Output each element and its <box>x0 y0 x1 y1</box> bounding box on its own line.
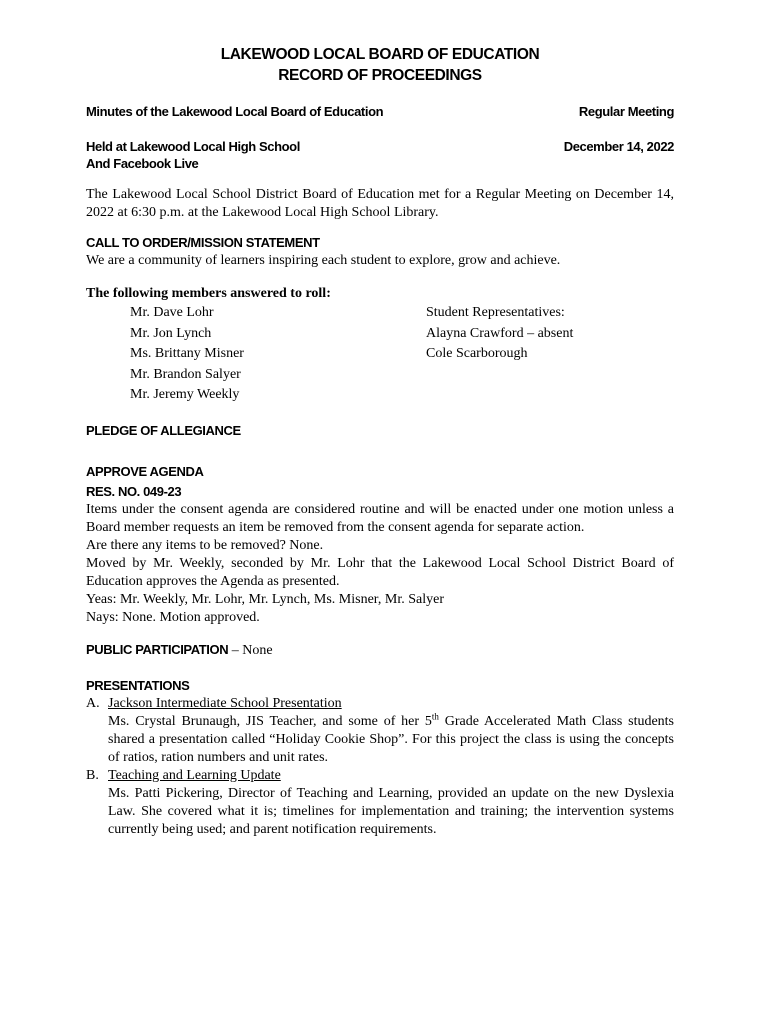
item-title: Teaching and Learning Update <box>108 767 281 783</box>
item-title: Jackson Intermediate School Presentation <box>108 695 342 711</box>
member-name: Ms. Brittany Misner <box>130 346 244 361</box>
presentation-item <box>86 695 674 767</box>
meta-row-2 <box>86 138 674 155</box>
title-line-2: RECORD OF PROCEEDINGS <box>278 67 482 84</box>
member-name: Mr. Brandon Salyer <box>130 366 241 382</box>
mission-statement: We are a community of learners inspiring each student to explore, grow and achieve. <box>86 253 561 268</box>
minutes-label: Minutes of the Lakewood Local Board of Education <box>86 104 384 119</box>
student-name: Cole Scarborough <box>426 346 528 361</box>
agenda-yeas: Yeas: Mr. Weekly, Mr. Lohr, Mr. Lynch, Ms. Misner, Mr. Salyer <box>86 591 444 607</box>
presentation-item <box>86 767 674 839</box>
item-label: B. <box>86 767 99 783</box>
meeting-type: Regular Meeting <box>578 104 674 119</box>
pledge-heading: PLEDGE OF ALLEGIANCE <box>86 422 241 438</box>
superscript-th: th <box>431 710 439 721</box>
title-line-1: LAKEWOOD LOCAL BOARD OF EDUCATION <box>220 46 540 63</box>
public-participation-heading: PUBLIC PARTICIPATION <box>86 641 229 657</box>
resolution-number: RES. NO. 049-23 <box>86 483 182 499</box>
facebook-live: And Facebook Live <box>86 156 199 171</box>
agenda-motion: Moved by Mr. Weekly, seconded by Mr. Lohr that the Lakewood Local School District Board of Education approves the Agenda as presented. <box>86 555 674 589</box>
document-page <box>86 44 674 839</box>
held-at: Held at Lakewood Local High School <box>86 139 300 154</box>
meta-row-1 <box>86 103 674 120</box>
roll-members <box>86 303 674 406</box>
public-participation <box>86 641 674 660</box>
board-members-list <box>86 303 426 406</box>
member-name: Mr. Jon Lynch <box>130 325 212 341</box>
member-name: Mr. Jeremy Weekly <box>130 387 240 402</box>
item-text: Ms. Patti Pickering, Director of Teaching and Learning, provided an update on the new Dyslexia Law. She covered what it is; timelines for implementation and training; the intervention systems currently being used; and parent notification requirements. <box>108 785 674 837</box>
presentations-heading: PRESENTATIONS <box>86 677 190 693</box>
member-name: Mr. Dave Lohr <box>130 305 214 320</box>
student-name: Alayna Crawford – absent <box>426 325 574 341</box>
meta-row-3 <box>86 155 674 172</box>
item-label: A. <box>86 695 100 711</box>
agenda-nays: Nays: None. Motion approved. <box>86 609 260 625</box>
agenda-removal-question: Are there any items to be removed? None. <box>86 537 324 553</box>
intro-paragraph: The Lakewood Local School District Board of Education met for a Regular Meeting on December 14, 2022 at 6:30 p.m. at the Lakewood Local High School Library. <box>86 187 674 220</box>
item-body <box>108 767 674 839</box>
meeting-date: December 14, 2022 <box>563 139 674 154</box>
approve-agenda-heading: APPROVE AGENDA <box>86 463 204 479</box>
item-text: Ms. Crystal Brunaugh, JIS Teacher, and some of her 5th Grade Accelerated Math Class students shared a presentation called “Holiday Cookie Shop”. For this project the class is using the concepts of ratios, ration numbers and unit rates. <box>108 710 675 765</box>
document-title <box>86 44 674 86</box>
item-body <box>108 695 674 767</box>
call-to-order-heading: CALL TO ORDER/MISSION STATEMENT <box>86 235 320 250</box>
student-heading: Student Representatives: <box>426 305 565 320</box>
roll-heading: The following members answered to roll: <box>86 286 331 301</box>
student-representatives <box>426 303 674 406</box>
agenda-paragraph: Items under the consent agenda are considered routine and will be enacted under one motion unless a Board member requests an item be removed from the consent agenda for separate action. <box>86 501 674 535</box>
public-participation-text: – None <box>228 642 273 658</box>
